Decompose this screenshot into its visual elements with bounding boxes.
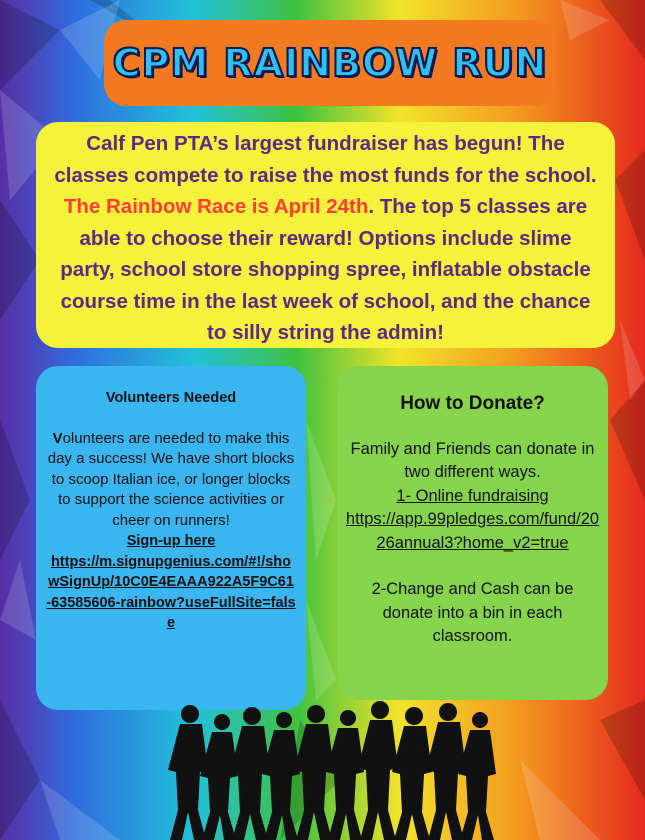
title-banner [104, 20, 556, 106]
volunteers-text: olunteers are needed to make this day a success! We have short blocks to scoop Italian ice, or longer blocks to support the science activities or cheer on runners! [47, 429, 295, 529]
online-fundraising-label[interactable]: 1- Online fundraising [396, 486, 549, 505]
signup-link-url[interactable]: https://m.signupgenius.com/#!/showSignUp/10C0E4EAAA922A5F9C61-63585606-rainbow?useFullSite=false [46, 553, 296, 631]
race-date-highlight: The Rainbow Race is April 24th [63, 195, 369, 218]
donate-heading: How to Donate? [400, 393, 545, 414]
volunteers-panel [36, 366, 306, 710]
cash-donation-text: 2-Change and Cash can be donate into a bin in each classroom. [371, 580, 574, 645]
donate-panel [337, 366, 608, 700]
online-fundraising-url[interactable]: https://app.99pledges.com/fund/2026annual3?home_v2=true [345, 510, 600, 552]
volunteers-first-letter: V [52, 429, 63, 447]
volunteers-heading: Volunteers Needed [105, 390, 237, 406]
intro-text-after: . The top 5 classes are able to choose their reward! Options include slime party, school store shopping spree, inflatable obstacle course time in the last week of school, and the chance to silly string the admin! [60, 195, 591, 344]
donate-intro: Family and Friends can donate in two different ways. [350, 439, 595, 481]
intro-panel [36, 122, 615, 348]
page-title: CPM RAINBOW RUN [112, 41, 548, 85]
volunteers-body [46, 429, 296, 532]
runners-silhouette-icon [160, 700, 510, 840]
intro-text-before: Calf Pen PTA’s largest fundraiser has begun! The classes compete to raise the most funds for the school. [54, 132, 597, 187]
signup-link-label[interactable]: Sign-up here [126, 533, 216, 549]
